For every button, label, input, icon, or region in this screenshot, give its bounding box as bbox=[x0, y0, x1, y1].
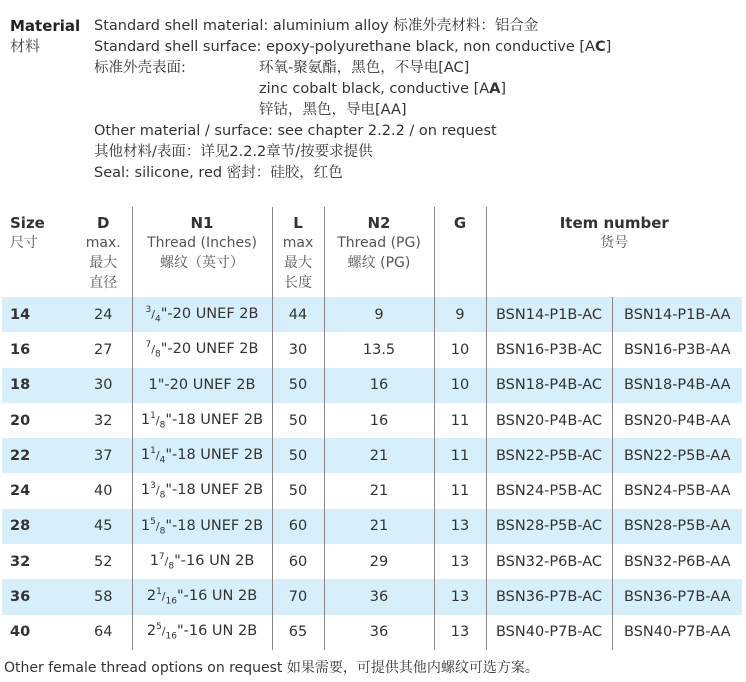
cell-item-ac: BSN40-P7B-AC bbox=[486, 615, 612, 650]
cell-item-aa: BSN18-P4B-AA bbox=[612, 368, 742, 403]
cell-l: 50 bbox=[272, 473, 324, 508]
thread-fraction-num: 7 bbox=[158, 551, 165, 562]
shell-surface-zh-value: 环氧-聚氨酯，黑色，不导电[AC] bbox=[259, 60, 470, 76]
thread-whole: 1 bbox=[140, 446, 151, 463]
zinc-cobalt-text: zinc cobalt black, conductive [AA] bbox=[259, 81, 507, 97]
thread-fraction-slash: / bbox=[161, 625, 166, 639]
cell-item-ac: BSN18-P4B-AC bbox=[486, 368, 612, 403]
cell-n2: 16 bbox=[324, 368, 434, 403]
cell-item-aa: BSN24-P5B-AA bbox=[624, 483, 731, 500]
header-g-main: G bbox=[453, 214, 467, 232]
thread-fraction-slash: / bbox=[155, 519, 160, 533]
thread-fraction-num: 3 bbox=[150, 481, 156, 492]
thread-fraction-den: 8 bbox=[159, 490, 166, 501]
other-material-zh-line: 其他材料/表面：详见2.2.2章节/按要求提供 bbox=[94, 144, 373, 160]
thread-fraction-num: 7 bbox=[145, 340, 152, 351]
table-row bbox=[2, 438, 742, 473]
seal-line: Seal: silicone, red 密封：硅胶，红色 bbox=[94, 165, 343, 181]
table-row bbox=[2, 579, 742, 614]
thread-spec: "-18 UNEF 2B bbox=[165, 411, 264, 428]
cell-g: 13 bbox=[434, 544, 486, 579]
cell-item-aa: BSN22-P5B-AA bbox=[612, 438, 742, 473]
cell-d: 52 bbox=[75, 544, 132, 579]
cell-size: 40 bbox=[10, 624, 31, 641]
cell-item-aa: BSN28-P5B-AA bbox=[612, 509, 742, 544]
thread-fraction-den: 8 bbox=[168, 561, 175, 572]
cell-l: 50 bbox=[272, 403, 324, 438]
cell-item-ac: BSN36-P7B-AC bbox=[486, 579, 612, 614]
cell-g: 13 bbox=[434, 579, 486, 614]
shell-material-line: Standard shell material: aluminium alloy 标准外壳材料：铝合金 bbox=[94, 18, 539, 34]
thread-fraction-den: 8 bbox=[159, 526, 166, 537]
cell-g: 11 bbox=[434, 473, 486, 508]
spec-table bbox=[2, 207, 742, 650]
cell-n1 bbox=[132, 438, 272, 473]
cell-n2: 21 bbox=[324, 438, 434, 473]
thread-fraction-slash: / bbox=[161, 589, 166, 603]
thread-spec: "-16 UN 2B bbox=[174, 552, 255, 569]
cell-g: 11 bbox=[434, 438, 486, 473]
header-n2-main: N2 bbox=[367, 214, 391, 232]
cell-l: 60 bbox=[272, 544, 324, 579]
cell-d: 30 bbox=[75, 368, 132, 403]
cell-g: 11 bbox=[434, 403, 486, 438]
thread-fraction-num: 3 bbox=[145, 304, 152, 315]
cell-g: 10 bbox=[434, 368, 486, 403]
cell-n2: 36 bbox=[324, 615, 434, 650]
header-d-sub: max. bbox=[85, 235, 121, 251]
thread-fraction-num: 1 bbox=[150, 410, 156, 421]
thread-fraction-den: 16 bbox=[165, 596, 177, 607]
zinc-cobalt-line bbox=[94, 79, 734, 100]
cell-n2: 13.5 bbox=[324, 332, 434, 367]
material-lines bbox=[94, 16, 734, 184]
cell-l: 60 bbox=[272, 509, 324, 544]
cell-size: 18 bbox=[2, 368, 75, 403]
table-row bbox=[2, 509, 742, 544]
table-row bbox=[2, 403, 742, 438]
thread-fraction-slash: / bbox=[164, 554, 169, 568]
header-size bbox=[2, 207, 75, 297]
cell-l: 44 bbox=[272, 297, 324, 332]
cell-d: 58 bbox=[75, 579, 132, 614]
cell-n1 bbox=[132, 297, 272, 332]
cell-item-aa: BSN40-P7B-AA bbox=[624, 624, 731, 641]
material-label bbox=[10, 16, 90, 56]
thread-spec: "-18 UNEF 2B bbox=[165, 517, 264, 534]
header-l-zh2: 长度 bbox=[284, 275, 312, 291]
header-size-main: Size bbox=[10, 214, 45, 232]
cell-n1 bbox=[132, 509, 272, 544]
header-l-zh1: 最大 bbox=[284, 255, 312, 271]
cell-d: 32 bbox=[75, 403, 132, 438]
thread-whole: 2 bbox=[146, 587, 157, 604]
header-d-zh2: 直径 bbox=[89, 275, 118, 291]
thread-spec: "-16 UN 2B bbox=[176, 587, 258, 604]
cell-d: 24 bbox=[75, 297, 132, 332]
cell-d: 45 bbox=[75, 509, 132, 544]
table-row bbox=[2, 615, 742, 650]
cell-d: 27 bbox=[75, 332, 132, 367]
shell-surface-line bbox=[94, 37, 734, 58]
header-n2 bbox=[324, 207, 434, 297]
cell-size: 14 bbox=[2, 297, 75, 332]
cell-n2: 21 bbox=[324, 473, 434, 508]
thread-fraction-den: 8 bbox=[155, 349, 161, 360]
cell-d: 40 bbox=[75, 473, 132, 508]
cell-item-aa: BSN14-P1B-AA bbox=[612, 297, 742, 332]
cell-size: 36 bbox=[2, 579, 75, 614]
cell-item-ac: BSN16-P3B-AC bbox=[486, 332, 612, 367]
cell-item-aa: BSN32-P6B-AA bbox=[624, 553, 731, 570]
cell-l: 50 bbox=[272, 438, 324, 473]
header-d bbox=[75, 207, 132, 297]
thread-fraction-num: 5 bbox=[156, 622, 162, 633]
shell-surface-zh-line bbox=[94, 58, 734, 79]
thread-fraction-num: 1 bbox=[156, 587, 162, 598]
thread-whole: 1 bbox=[140, 411, 151, 428]
thread-whole: 1 bbox=[140, 517, 151, 534]
cell-d: 37 bbox=[75, 438, 132, 473]
cell-item-ac: BSN14-P1B-AC bbox=[486, 297, 612, 332]
cell-size: 32 bbox=[10, 553, 31, 570]
shell-surface-text: Standard shell surface: epoxy-polyurethane black, non conductive [AC] bbox=[94, 39, 612, 55]
other-material-line: Other material / surface: see chapter 2.2.2 / on request bbox=[94, 123, 497, 139]
thread-fraction-den: 8 bbox=[159, 420, 166, 431]
header-l-sub: max bbox=[282, 235, 314, 251]
header-item-zh: 货号 bbox=[600, 235, 629, 251]
header-l bbox=[272, 207, 324, 297]
thread-fraction-den: 16 bbox=[165, 632, 177, 643]
cell-item-ac: BSN32-P6B-AC bbox=[486, 544, 612, 579]
material-label-en: Material bbox=[10, 17, 81, 35]
cell-item-ac: BSN20-P4B-AC bbox=[486, 403, 612, 438]
cell-size: 16 bbox=[10, 341, 31, 358]
thread-fraction-num: 1 bbox=[150, 445, 156, 456]
header-n1-zh: 螺纹（英寸） bbox=[160, 255, 244, 271]
cell-g: 13 bbox=[434, 509, 486, 544]
header-item-main: Item number bbox=[559, 214, 669, 232]
header-n2-sub: Thread (PG) bbox=[337, 235, 421, 251]
thread-spec: "-20 UNEF 2B bbox=[160, 305, 259, 322]
cell-n2: 16 bbox=[324, 403, 434, 438]
thread-whole: 1 bbox=[148, 377, 158, 394]
cell-l: 30 bbox=[272, 332, 324, 367]
header-n2-zh: 螺纹 (PG) bbox=[347, 255, 411, 271]
cell-n1 bbox=[132, 368, 272, 403]
material-section bbox=[10, 16, 736, 186]
cell-item-ac: BSN28-P5B-AC bbox=[486, 509, 612, 544]
thread-spec: "-20 UNEF 2B bbox=[160, 340, 259, 357]
cell-n1 bbox=[132, 544, 272, 579]
header-item-number bbox=[486, 207, 742, 297]
cell-l: 65 bbox=[272, 615, 324, 650]
header-d-main: D bbox=[97, 214, 110, 232]
zinc-cobalt-zh-line: 锌钴，黑色，导电[AA] bbox=[259, 102, 407, 118]
cell-d: 64 bbox=[75, 615, 132, 650]
header-size-zh: 尺寸 bbox=[10, 235, 38, 251]
cell-n1 bbox=[132, 579, 272, 614]
cell-item-aa: BSN36-P7B-AA bbox=[612, 579, 742, 614]
cell-size: 28 bbox=[2, 509, 75, 544]
cell-g: 10 bbox=[434, 332, 486, 367]
cell-l: 70 bbox=[272, 579, 324, 614]
cell-n2: 29 bbox=[324, 544, 434, 579]
cell-item-aa: BSN16-P3B-AA bbox=[624, 341, 731, 358]
cell-n2: 36 bbox=[324, 579, 434, 614]
header-n1-main: N1 bbox=[190, 214, 214, 232]
table-body bbox=[2, 297, 742, 650]
thread-fraction-den: 4 bbox=[159, 455, 166, 466]
table-row bbox=[2, 297, 742, 332]
cell-n1 bbox=[132, 403, 272, 438]
table-row bbox=[2, 544, 742, 579]
footer-note: Other female thread options on request 如果需要，可提供其他内螺纹可选方案。 bbox=[4, 660, 539, 676]
header-d-zh1: 最大 bbox=[89, 255, 118, 271]
thread-whole: 1 bbox=[149, 552, 159, 569]
table-row bbox=[2, 473, 742, 508]
cell-l: 50 bbox=[272, 368, 324, 403]
material-label-zh: 材料 bbox=[10, 37, 41, 55]
header-l-main: L bbox=[293, 214, 303, 232]
cell-g: 9 bbox=[434, 297, 486, 332]
thread-whole: 1 bbox=[140, 482, 151, 499]
thread-fraction-slash: / bbox=[155, 484, 160, 498]
thread-spec: "-16 UN 2B bbox=[176, 623, 258, 640]
cell-n2: 21 bbox=[324, 509, 434, 544]
thread-spec: "-18 UNEF 2B bbox=[165, 482, 264, 499]
header-n1 bbox=[132, 207, 272, 297]
cell-g: 13 bbox=[434, 615, 486, 650]
thread-spec: "-18 UNEF 2B bbox=[165, 446, 264, 463]
cell-n1 bbox=[132, 332, 272, 367]
table-row bbox=[2, 368, 742, 403]
thread-spec: "-20 UNEF 2B bbox=[157, 377, 256, 394]
thread-fraction-slash: / bbox=[151, 307, 155, 321]
shell-surface-zh-label: 标准外壳表面: bbox=[94, 60, 186, 76]
cell-item-ac: BSN22-P5B-AC bbox=[486, 438, 612, 473]
thread-whole: 2 bbox=[146, 623, 157, 640]
cell-n2: 9 bbox=[324, 297, 434, 332]
thread-fraction-num: 5 bbox=[150, 516, 156, 527]
cell-size: 22 bbox=[2, 438, 75, 473]
table-row bbox=[2, 332, 742, 367]
cell-n1 bbox=[132, 615, 272, 650]
header-n1-sub: Thread (Inches) bbox=[147, 235, 257, 251]
thread-fraction-slash: / bbox=[151, 342, 155, 356]
cell-size: 24 bbox=[10, 483, 31, 500]
cell-item-ac: BSN24-P5B-AC bbox=[486, 473, 612, 508]
thread-fraction-slash: / bbox=[155, 413, 160, 427]
thread-fraction-slash: / bbox=[155, 448, 160, 462]
thread-fraction-den: 4 bbox=[155, 314, 161, 325]
cell-item-aa: BSN20-P4B-AA bbox=[624, 412, 731, 429]
cell-n1 bbox=[132, 473, 272, 508]
header-g bbox=[434, 207, 486, 297]
table-header-row bbox=[2, 207, 742, 297]
cell-size: 20 bbox=[10, 412, 31, 429]
